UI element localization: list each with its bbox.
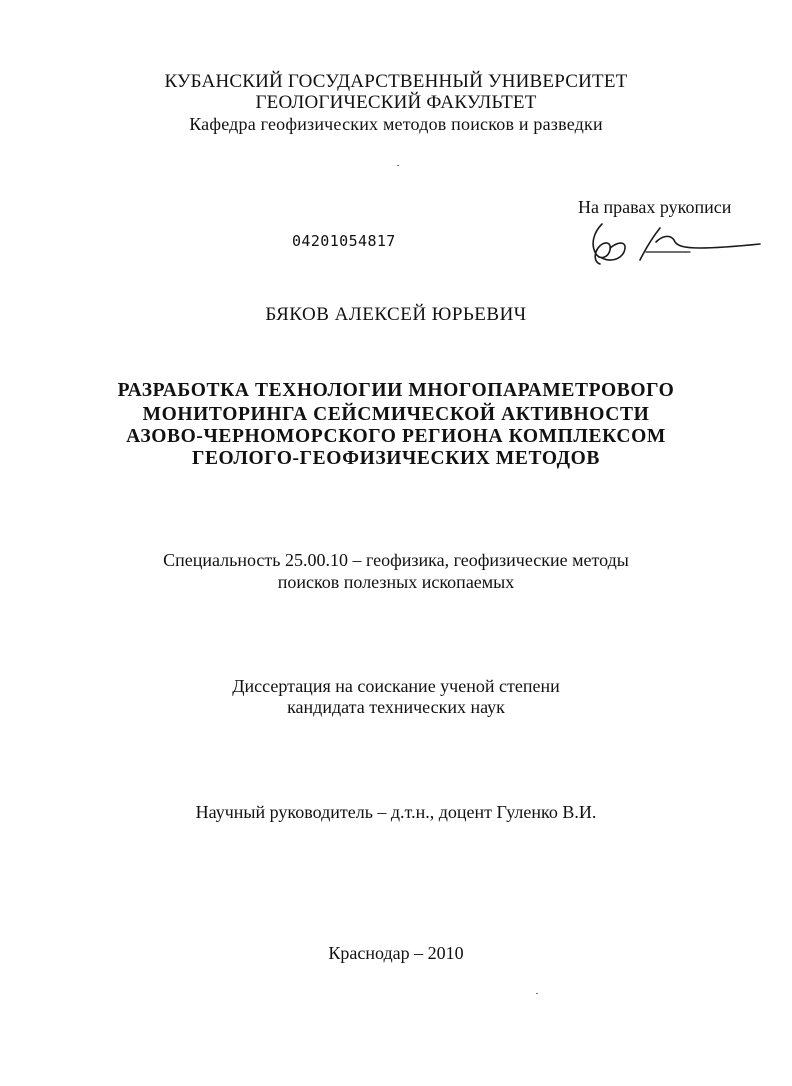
supervisor: Научный руководитель – д.т.н., доцент Гуленко В.И.: [195, 802, 597, 822]
dissertation-line-1: Диссертация на соискание ученой степени: [232, 676, 560, 696]
scan-speck: [536, 993, 538, 994]
inventory-number: 04201054817: [292, 232, 396, 250]
specialty-line-1: Специальность 25.00.10 – геофизика, геофизические методы: [163, 550, 629, 570]
department-name: Кафедра геофизических методов поисков и разведки: [189, 114, 603, 134]
title-line-2: МОНИТОРИНГА СЕЙСМИЧЕСКОЙ АКТИВНОСТИ: [142, 404, 650, 425]
specialty-line-2: поисков полезных ископаемых: [277, 572, 515, 592]
university-name: КУБАНСКИЙ ГОСУДАРСТВЕННЫЙ УНИВЕРСИТЕТ: [164, 71, 628, 92]
title-line-3: АЗОВО-ЧЕРНОМОРСКОГО РЕГИОНА КОМПЛЕКСОМ: [126, 426, 666, 447]
dissertation-line-2: кандидата технических наук: [287, 697, 505, 717]
faculty-name: ГЕОЛОГИЧЕСКИЙ ФАКУЛЬТЕТ: [255, 92, 537, 113]
manuscript-note: На правах рукописи: [578, 197, 732, 217]
scan-speck: [397, 165, 399, 166]
author-name: БЯКОВ АЛЕКСЕЙ ЮРЬЕВИЧ: [265, 304, 527, 325]
author-signature: [580, 218, 765, 268]
city-year: Краснодар – 2010: [328, 943, 464, 963]
title-line-1: РАЗРАБОТКА ТЕХНОЛОГИИ МНОГОПАРАМЕТРОВОГО: [117, 380, 675, 401]
title-line-4: ГЕОЛОГО-ГЕОФИЗИЧЕСКИХ МЕТОДОВ: [191, 448, 601, 469]
